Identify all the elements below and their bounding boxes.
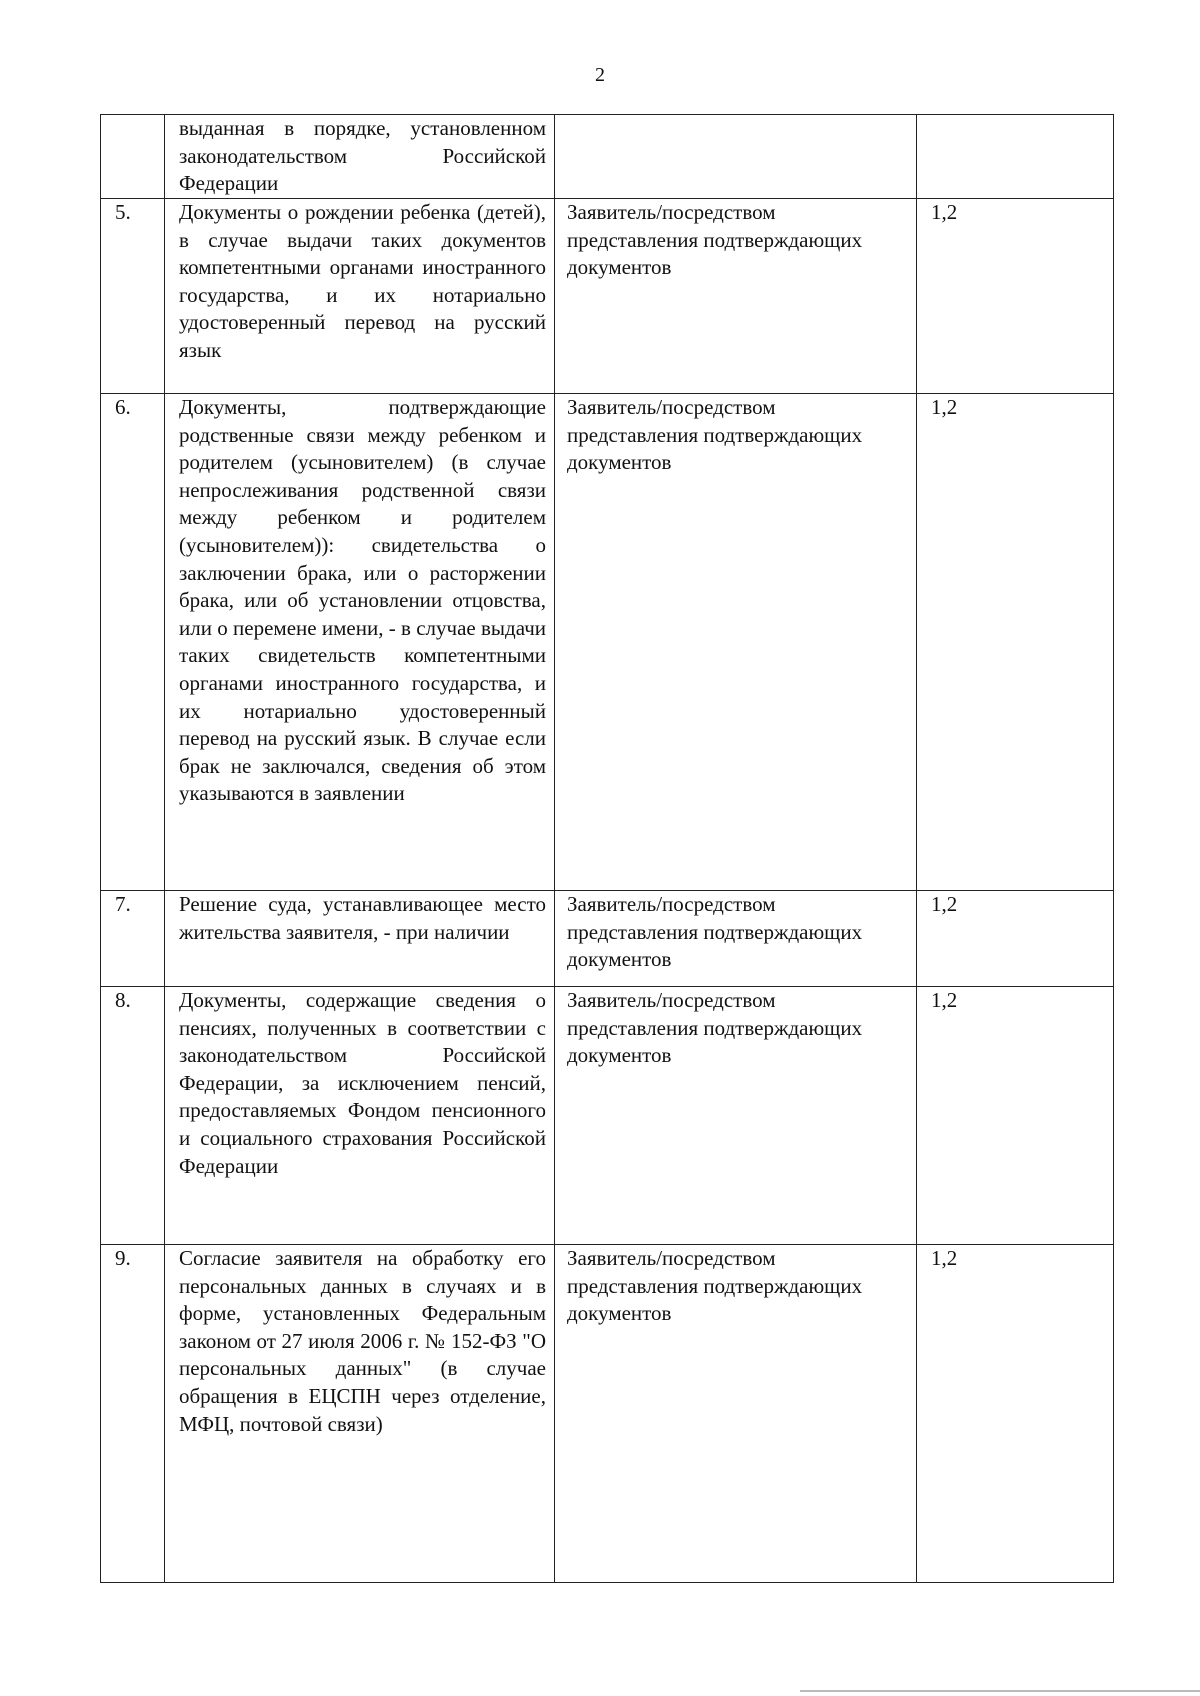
- scan-edge-line: [800, 1690, 1200, 1692]
- submission-ways: 1,2: [931, 892, 958, 916]
- document-description: Документы, содержащие сведения о пенсиях, полученных в соответствии с законодательством Российской Федерации, за исключением пенсий, предоставляемых Фондом пенсионного и социального страхования Российской Федерации: [179, 988, 546, 1178]
- row-number: 7.: [101, 891, 165, 987]
- document-description: Документы о рождении ребенка (детей), в случае выдачи таких документов компетентными органами иностранного государства, и их нотариально удостоверенный перевод на русский язык: [179, 200, 546, 362]
- table-row: [101, 891, 1114, 987]
- document-description: Документы, подтверждающие родственные связи между ребенком и родителем (усыновителем) (в случае непрослеживания родственной связи между ребенком и родителем (усыновителем)): свидетельства о заключении брака, или о расторжении брака, или об установлении отцовства, или о перемене имени, - в случае выдачи таких свидетельств компетентными органами иностранного государства, и их нотариально удостоверенный перевод на русский язык. В случае если брак не заключался, сведения об этом указываются в заявлении: [179, 395, 546, 806]
- submission-ways: 1,2: [931, 988, 958, 1012]
- table-row: [101, 1245, 1114, 1583]
- document-description: выданная в порядке, установленном законодательством Российской Федерации: [179, 116, 546, 196]
- row-number: 8.: [101, 987, 165, 1245]
- document-description: Решение суда, устанавливающее место жительства заявителя, - при наличии: [179, 892, 546, 944]
- submission-ways: 1,2: [931, 200, 958, 224]
- document-source: Заявитель/посредством представления подтверждающих документов: [567, 1246, 863, 1326]
- table-row: [101, 394, 1114, 891]
- document-source: Заявитель/посредством представления подтверждающих документов: [567, 200, 863, 280]
- row-number: [101, 115, 165, 199]
- row-number: 6.: [101, 394, 165, 891]
- page-number: 2: [595, 64, 605, 86]
- submission-ways: 1,2: [931, 395, 958, 419]
- document-description: Согласие заявителя на обработку его персональных данных в случаях и в форме, установленных Федеральным законом от 27 июля 2006 г. № 152-ФЗ "О персональных данных" (в случае обращения в ЕЦСПН через отделение, МФЦ, почтовой связи): [179, 1246, 546, 1436]
- documents-table: [100, 114, 1114, 1583]
- document-source: Заявитель/посредством представления подтверждающих документов: [567, 988, 863, 1068]
- row-number: 5.: [101, 199, 165, 394]
- table-row: [101, 115, 1114, 199]
- table-row: [101, 987, 1114, 1245]
- document-source: Заявитель/посредством представления подтверждающих документов: [567, 892, 863, 972]
- document-source: Заявитель/посредством представления подтверждающих документов: [567, 395, 863, 475]
- submission-ways: 1,2: [931, 1246, 958, 1270]
- row-number: 9.: [101, 1245, 165, 1583]
- table-row: [101, 199, 1114, 394]
